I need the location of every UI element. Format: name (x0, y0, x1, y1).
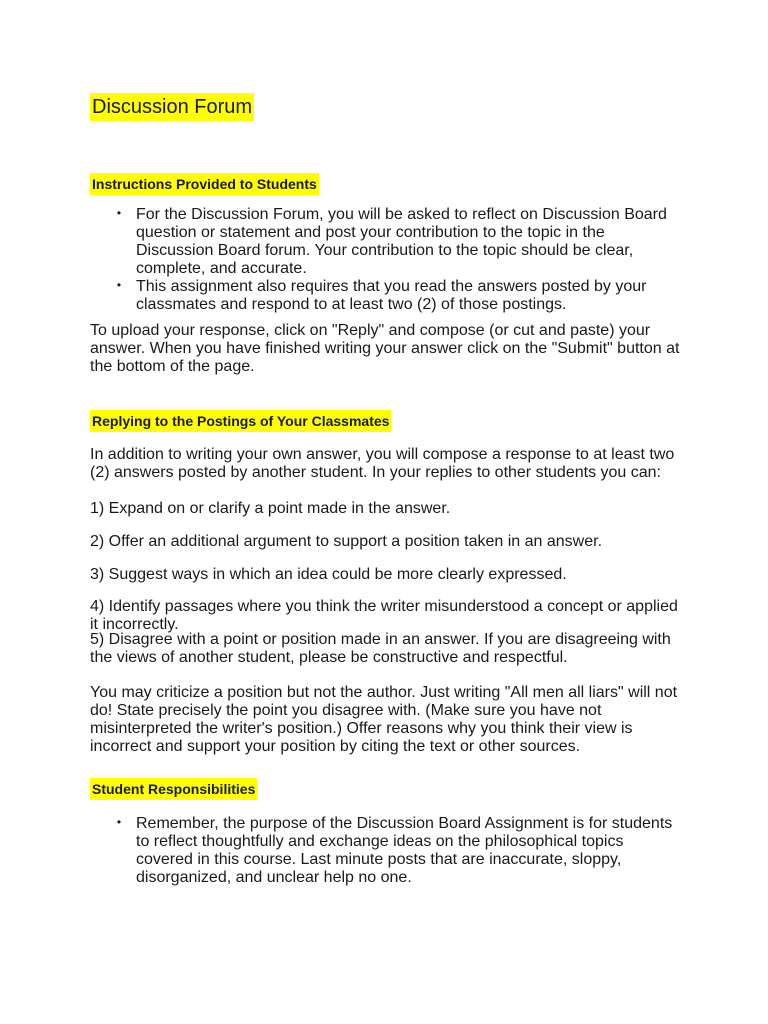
reply-option-2: 2) Offer an additional argument to support a position taken in an answer. (90, 533, 603, 550)
section-heading-replying-text: Replying to the Postings of Your Classmates (90, 410, 391, 432)
replying-closing-paragraph: You may criticize a position but not the author. Just writing "All men all liars" will not do! State precisely the point you disagree with. (Make sure you have not misinterpreted the writer's position.) Offer reasons why you think their view is incorrect and support your position by citing the text or other sources. (90, 684, 678, 755)
list-item (0, 206, 768, 278)
instructions-bullet-list (0, 206, 768, 314)
bullet-text: This assignment also requires that you read the answers posted by your classmates and respond to at least two (2) of those postings. (136, 278, 647, 313)
bullet-text: For the Discussion Forum, you will be asked to reflect on Discussion Board question or statement and post your contribution to the topic in the Discussion Board forum. Your contribution to the topic should be clear, complete, and accurate. (136, 206, 667, 277)
list-item (0, 278, 768, 314)
bullet-text: Remember, the purpose of the Discussion Board Assignment is for students to reflect thoughtfully and exchange ideas on the philosophical topics covered in this course. Last minute posts that are inaccurate, sloppy, disorganized, and unclear help no one. (136, 815, 673, 886)
reply-option-1: 1) Expand on or clarify a point made in the answer. (90, 500, 451, 517)
bullet-icon: • (116, 206, 122, 220)
document-title (90, 93, 684, 121)
document-title-text: Discussion Forum (90, 93, 254, 121)
reply-option-3: 3) Suggest ways in which an idea could be more clearly expressed. (90, 566, 567, 583)
reply-option-4: 4) Identify passages where you think the writer misunderstood a concept or applied it incorrectly. (90, 598, 678, 633)
replying-intro-paragraph: In addition to writing your own answer, you will compose a response to at least two (2) answers posted by another student. In your replies to other students you can: (90, 446, 675, 481)
responsibilities-bullet-list (0, 815, 768, 887)
bullet-icon: • (116, 278, 122, 292)
section-heading-responsibilities-text: Student Responsibilities (90, 778, 257, 800)
section-heading-replying (90, 410, 391, 432)
upload-instructions-paragraph: To upload your response, click on "Reply" and compose (or cut and paste) your answer. When you have finished writing your answer click on the "Submit" button at the bottom of the page. (90, 322, 680, 375)
reply-option-5: 5) Disagree with a point or position made in an answer. If you are disagreeing with the views of another student, please be constructive and respectful. (90, 631, 671, 666)
section-heading-instructions (90, 173, 319, 195)
bullet-icon: • (116, 815, 122, 829)
section-heading-instructions-text: Instructions Provided to Students (90, 173, 319, 195)
section-heading-responsibilities (90, 778, 257, 800)
list-item (0, 815, 768, 887)
